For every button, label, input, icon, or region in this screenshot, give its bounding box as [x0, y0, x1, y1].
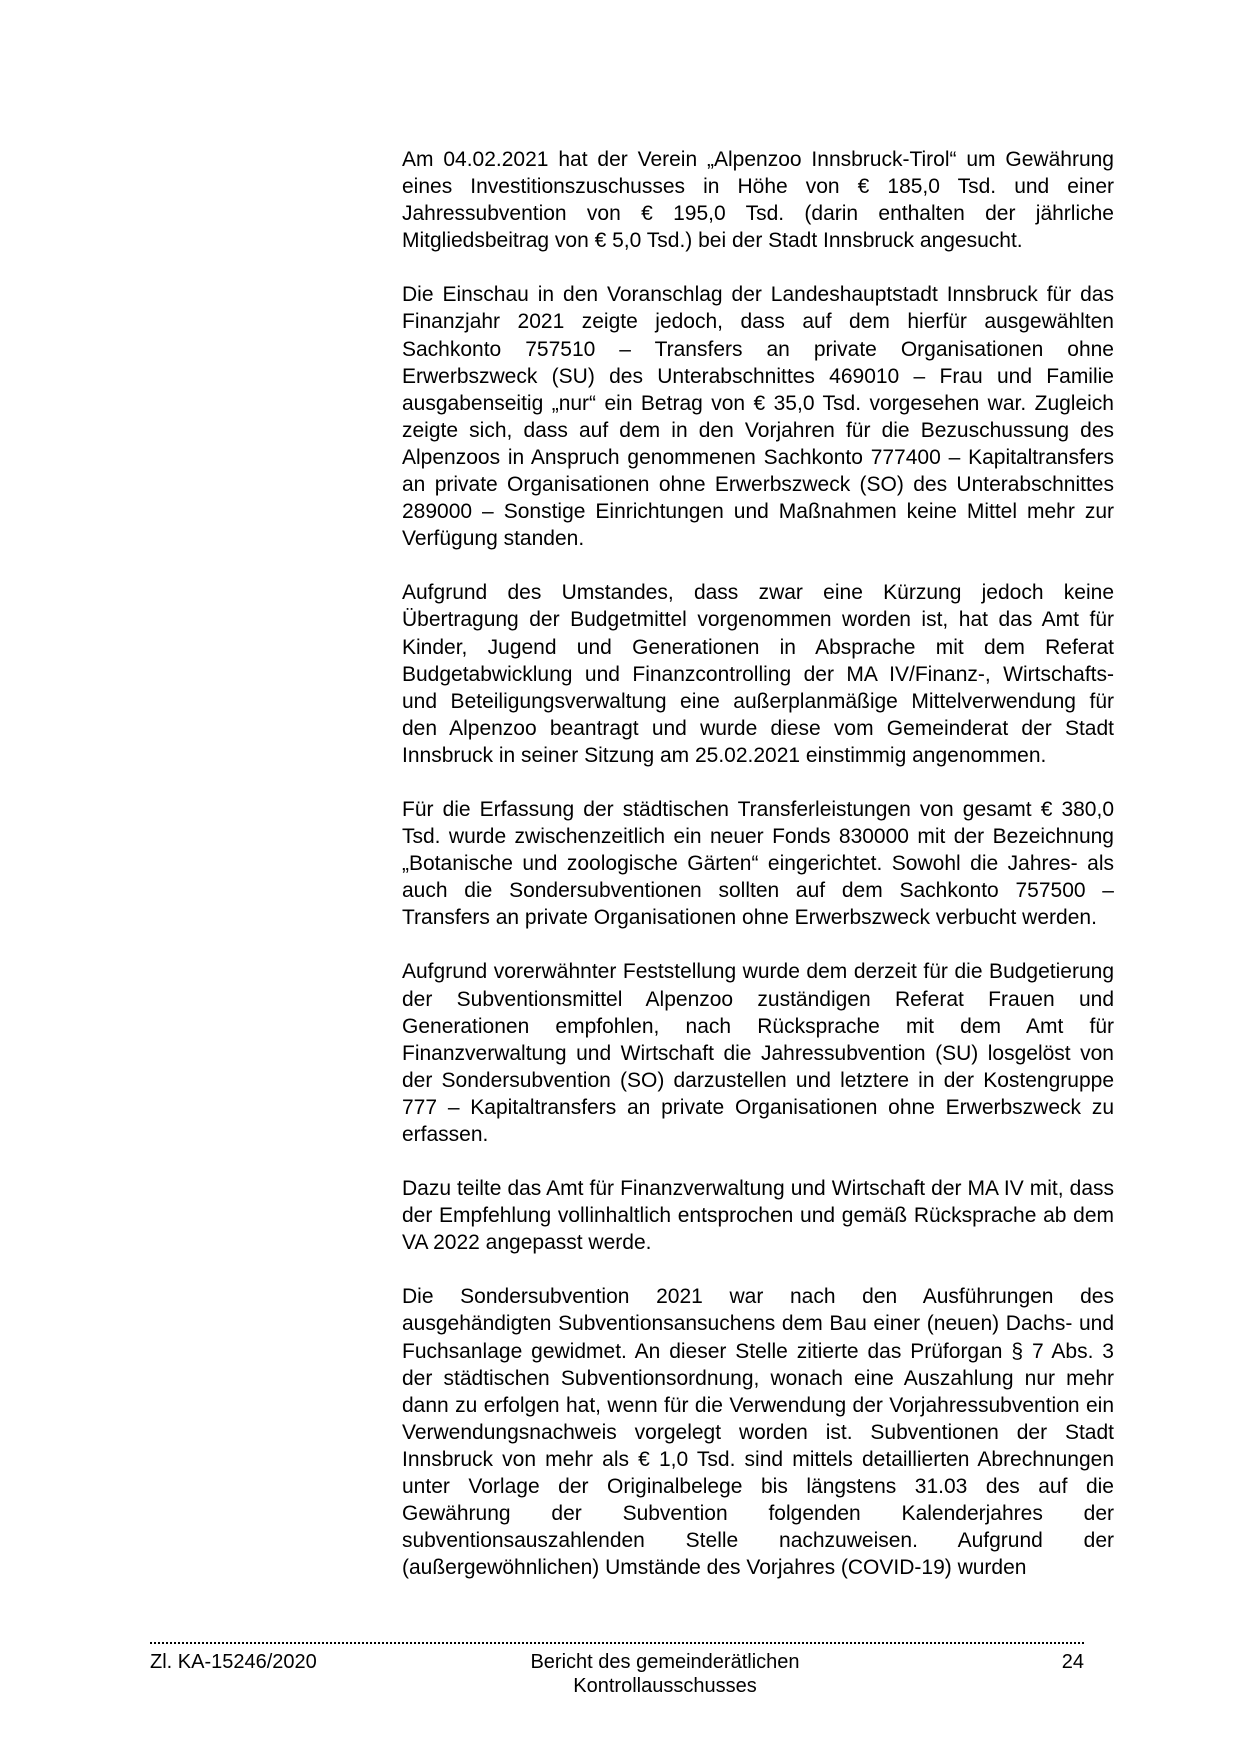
footer-dotted-rule	[150, 1632, 1084, 1644]
footer-report-title: Bericht des gemeinderätlichen Kontrollausschusses	[530, 1651, 800, 1697]
paragraph-7: Die Sondersubvention 2021 war nach den Ausführungen des ausgehändigten Subventionsansuchens dem Bau einer (neuen) Dachs- und Fuchsanlage gewidmet. An dieser Stelle zitierte das Prüforgan § 7 Abs. 3 der städtischen Subventionsordnung, wonach eine Auszahlung nur mehr dann zu erfolgen hat, wenn für die Verwendung der Vorjahressubvention ein Verwendungsnachweis vorgelegt worden ist. Subventionen der Stadt Innsbruck von mehr als € 1,0 Tsd. sind mittels detaillierten Abrechnungen unter Vorlage der Originalbelege bis längstens 31.03 des auf die Gewährung der Subvention folgenden Kalenderjahres der subventionsauszahlenden Stelle nachzuweisen. Aufgrund der (außergewöhnlichen) Umstände des Vorjahres (COVID-19) wurden	[402, 1285, 1114, 1580]
paragraph-3: Aufgrund des Umstandes, dass zwar eine Kürzung jedoch keine Übertragung der Budgetmittel vorgenommen worden ist, hat das Amt für Kinder, Jugend und Generationen in Absprache mit dem Referat Budgetabwicklung und Finanzcontrolling der MA IV/Finanz-, Wirtschafts- und Beteiligungsverwaltung eine außerplanmäßige Mittelverwendung für den Alpenzoo beantragt und wurde diese vom Gemeinderat der Stadt Innsbruck in seiner Sitzung am 25.02.2021 einstimmig angenommen.	[402, 581, 1114, 767]
paragraph-1: Am 04.02.2021 hat der Verein „Alpenzoo Innsbruck-Tirol“ um Gewährung eines Investitionszuschusses in Höhe von € 185,0 Tsd. und einer Jahressubvention von € 195,0 Tsd. (darin enthalten der jährliche Mitgliedsbeitrag von € 5,0 Tsd.) bei der Stadt Innsbruck angesucht.	[402, 148, 1114, 253]
footer-reference: Zl. KA-15246/2020	[150, 1651, 317, 1673]
page-footer	[150, 1650, 1084, 1697]
paragraph-2: Die Einschau in den Voranschlag der Landeshauptstadt Innsbruck für das Finanzjahr 2021 zeigte jedoch, dass auf dem hierfür ausgewählten Sachkonto 757510 – Transfers an private Organisationen ohne Erwerbszweck (SU) des Unterabschnittes 469010 – Frau und Familie ausgabenseitig „nur“ ein Betrag von € 35,0 Tsd. vorgesehen war. Zugleich zeigte sich, dass auf dem in den Vorjahren für die Bezuschussung des Alpenzoos in Anspruch genommenen Sachkonto 777400 – Kapitaltransfers an private Organisationen ohne Erwerbszweck (SO) des Unterabschnittes 289000 – Sonstige Einrichtungen und Maßnahmen keine Mittel mehr zur Verfügung standen.	[402, 283, 1114, 551]
paragraph-6: Dazu teilte das Amt für Finanzverwaltung und Wirtschaft der MA IV mit, dass der Empfehlung vollinhaltlich entsprochen und gemäß Rücksprache ab dem VA 2022 angepasst werde.	[402, 1177, 1114, 1255]
body-text	[402, 146, 1114, 1608]
footer-page-number: 24	[1061, 1651, 1084, 1673]
paragraph-4: Für die Erfassung der städtischen Transferleistungen von gesamt € 380,0 Tsd. wurde zwischenzeitlich ein neuer Fonds 830000 mit der Bezeichnung „Botanische und zoologische Gärten“ eingerichtet. Sowohl die Jahres- als auch die Sondersubventionen sollten auf dem Sachkonto 757500 – Transfers an private Organisationen ohne Erwerbszweck verbucht werden.	[402, 797, 1114, 930]
paragraph-5: Aufgrund vorerwähnter Feststellung wurde dem derzeit für die Budgetierung der Subventionsmittel Alpenzoo zuständigen Referat Frauen und Generationen empfohlen, nach Rücksprache mit dem Amt für Finanzverwaltung und Wirtschaft die Jahressubvention (SU) losgelöst von der Sondersubvention (SO) darzustellen und letztere in der Kostengruppe 777 – Kapitaltransfers an private Organisationen ohne Erwerbszweck zu erfassen.	[402, 960, 1114, 1146]
